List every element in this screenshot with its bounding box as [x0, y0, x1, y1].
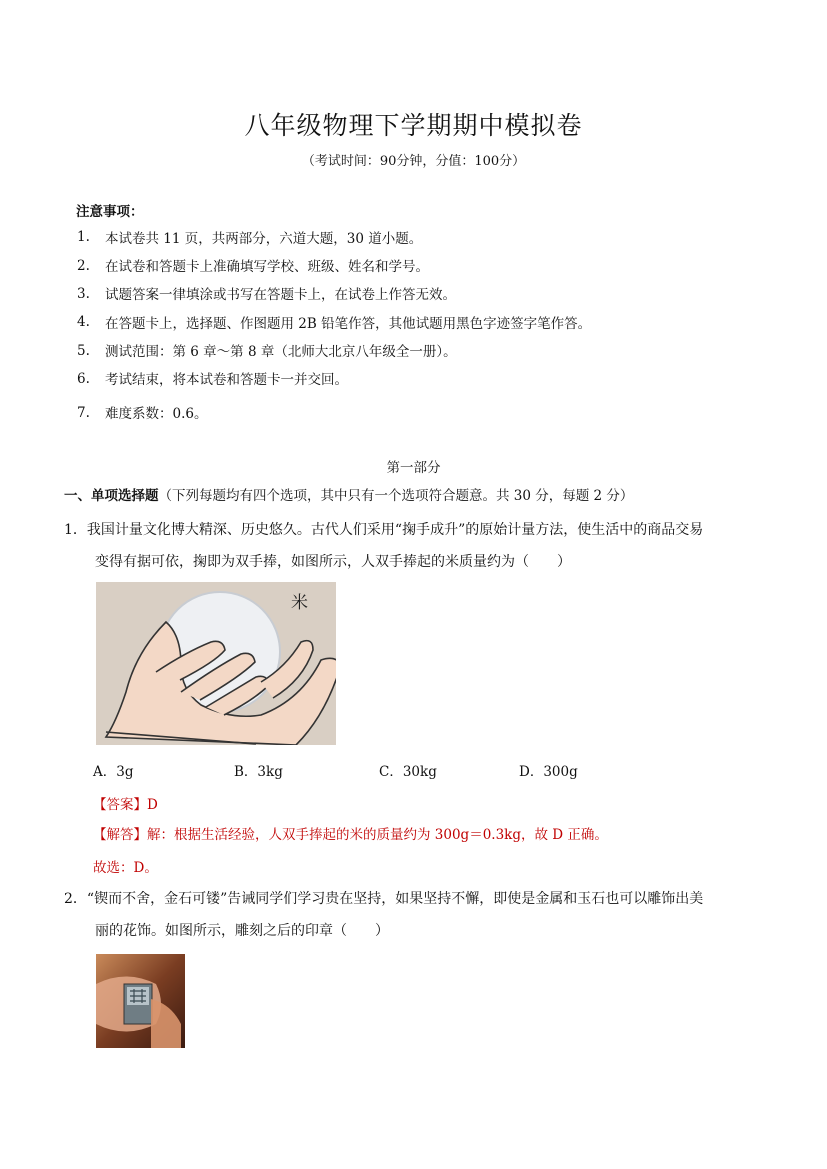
question-2-text-cont: 丽的花饰。如图所示，雕刻之后的印章（ ） — [95, 923, 389, 939]
notice-item-number: 4. — [77, 314, 90, 330]
carved-seal-image — [96, 954, 185, 1048]
option-b: B．3kg — [234, 764, 283, 780]
option-c: C．30kg — [379, 764, 437, 780]
notice-item-text: 试题答案一律填涂或书写在答题卡上，在试卷上作答无效。 — [105, 287, 456, 303]
rice-label: 米 — [291, 593, 308, 613]
notice-item-number: 1. — [77, 229, 90, 245]
question-2-text: 2．“锲而不舍，金石可镂”告诫同学们学习贵在坚持，如果坚持不懈，即使是金属和玉石也可以雕饰出美 — [64, 891, 704, 907]
notice-heading: 注意事项： — [76, 204, 144, 220]
analysis-text: 解：根据生活经验，人双手捧起的米的质量约为 300g＝0.3kg，故 D 正确。 — [147, 827, 608, 843]
answer-line — [93, 793, 158, 813]
question-1-text: 1．我国计量文化博大精深、历史悠久。古代人们采用“掬手成升”的原始计量方法，使生活中的商品交易 — [64, 522, 704, 538]
notice-item-text: 难度系数：0.6。 — [105, 406, 208, 422]
option-d: D．300g — [519, 764, 578, 780]
conclusion-line: 故选：D。 — [93, 860, 158, 876]
section-title: 一、单项选择题 — [64, 488, 159, 504]
notice-item-text: 在答题卡上，选择题、作图题用 2B 铅笔作答，其他试题用黑色字迹签字笔作答。 — [105, 316, 592, 332]
analysis-tag: 【解答】 — [93, 827, 147, 843]
section-description: （下列每题均有四个选项，其中只有一个选项符合题意。共 30 分，每题 2 分） — [158, 488, 634, 504]
notice-item-number: 5. — [77, 343, 90, 359]
analysis-line — [93, 823, 608, 843]
answer-tag: 【答案】 — [93, 797, 147, 813]
notice-item-number: 2. — [77, 258, 90, 274]
notice-item-text: 在试卷和答题卡上准确填写学校、班级、姓名和学号。 — [105, 259, 429, 275]
page-title: 八年级物理下学期期中模拟卷 — [244, 111, 583, 140]
section-heading — [64, 484, 633, 504]
notice-item-text: 本试卷共 11 页，共两部分，六道大题，30 道小题。 — [105, 231, 423, 247]
option-a: A．3g — [93, 764, 134, 780]
exam-info: （考试时间：90分钟，分值：100分） — [301, 154, 526, 169]
notice-item-text: 测试范围：第 6 章～第 8 章（北师大北京八年级全一册）。 — [105, 344, 457, 360]
notice-item-number: 7. — [77, 405, 90, 421]
question-1-text-cont: 变得有据可依，掬即为双手捧，如图所示，人双手捧起的米质量约为（ ） — [95, 554, 571, 570]
hands-holding-rice-image — [96, 582, 336, 745]
answer-value: D — [147, 797, 158, 813]
notice-item-text: 考试结束，将本试卷和答题卡一并交回。 — [105, 372, 348, 388]
part-heading: 第一部分 — [386, 460, 441, 476]
notice-item-number: 3. — [77, 286, 90, 302]
notice-item-number: 6. — [77, 371, 90, 387]
